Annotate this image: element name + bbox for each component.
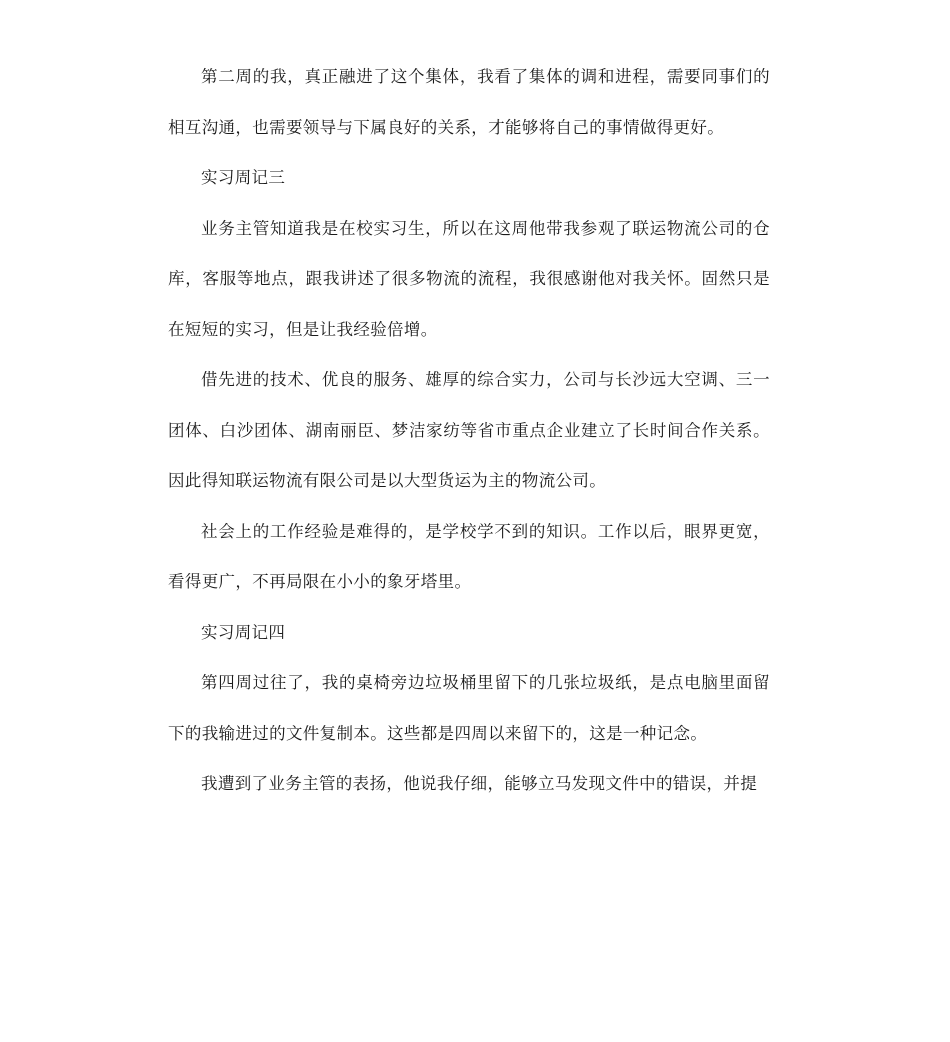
- heading-week-four: 实习周记四: [201, 622, 286, 642]
- paragraph-company-partners: 借先进的技术、优良的服务、雄厚的综合实力，公司与长沙远大空调、三一团体、白沙团体、湖南丽臣、梦洁家纺等省市重点企业建立了长时间合作关系。因此得知联运物流有限公司是以大型货运为主的物流公司。: [168, 370, 770, 490]
- paragraph-praise: 我遭到了业务主管的表扬，他说我仔细，能够立马发现文件中的错误，并提: [201, 774, 758, 793]
- heading-week-three: 实习周记三: [201, 168, 286, 187]
- document-page: [168, 52, 770, 810]
- paragraph-work-experience: 社会上的工作经验是难得的，是学校学不到的知识。工作以后，眼界更宽，看得更广，不再局限在小小的象牙塔里。: [168, 521, 770, 591]
- paragraph-week-two: 第二周的我，真正融进了这个集体，我看了集体的调和进程，需要同事们的相互沟通，也需要领导与下属良好的关系，才能够将自己的事情做得更好。: [168, 67, 770, 137]
- paragraph-warehouse-visit: 业务主管知道我是在校实习生，所以在这周他带我参观了联运物流公司的仓库，客服等地点，跟我讲述了很多物流的流程，我很感谢他对我关怀。固然只是在短短的实习，但是让我经验倍增。: [168, 218, 770, 339]
- paragraph-week-four: 第四周过往了，我的桌椅旁边垃圾桶里留下的几张垃圾纸，是点电脑里面留下的我输进过的文件复制本。这些都是四周以来留下的，这是一种记念。: [168, 673, 770, 743]
